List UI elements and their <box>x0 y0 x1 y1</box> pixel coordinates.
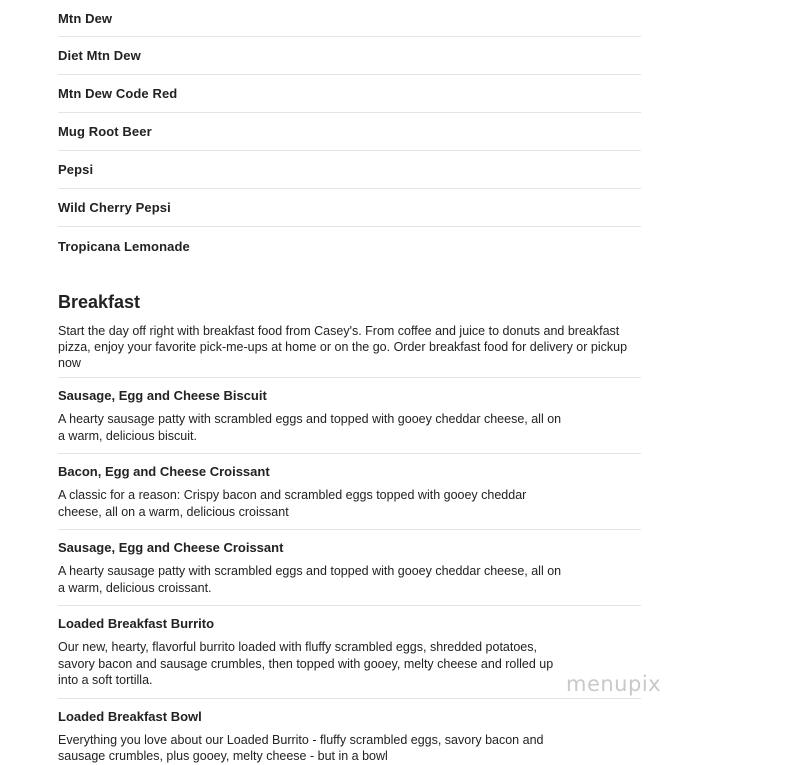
menu-item[interactable] <box>58 699 641 765</box>
menu-item[interactable] <box>58 606 641 699</box>
menu-item[interactable] <box>58 378 641 454</box>
list-item[interactable] <box>58 227 641 265</box>
watermark-logo: menupix <box>566 672 662 696</box>
list-item[interactable] <box>58 75 641 113</box>
menu-page <box>58 0 641 765</box>
section-description: Start the day off right with breakfast food from Casey's. From coffee and juice to donuts and breakfast pizza, enjoy your favorite pick-me-ups at home or on the go. Order breakfast food for delivery or pickup now <box>58 323 641 378</box>
list-item[interactable] <box>58 37 641 75</box>
drink-name: Wild Cherry Pepsi <box>58 200 171 215</box>
drink-name: Mtn Dew <box>58 10 113 26</box>
list-item[interactable] <box>58 0 641 37</box>
item-description: Everything you love about our Loaded Burrito - fluffy scrambled eggs, savory bacon and sausage crumbles, plus gooey, melty cheese - but in a bowl <box>58 732 544 763</box>
item-description: A classic for a reason: Crispy bacon and scrambled eggs topped with gooey cheddar cheese, all on a warm, delicious croissant <box>58 488 527 519</box>
item-description: Our new, hearty, flavorful burrito loaded with fluffy scrambled eggs, shredded potatoes, savory bacon and sausage crumbles, then topped with gooey, melty cheese and rolled up into a soft tortilla. <box>58 640 554 687</box>
list-item[interactable] <box>58 189 641 227</box>
item-name: Loaded Breakfast Burrito <box>58 616 215 631</box>
section-title: Breakfast <box>58 292 141 312</box>
breakfast-section <box>58 291 641 765</box>
drinks-list <box>58 0 641 265</box>
item-name: Bacon, Egg and Cheese Croissant <box>58 464 270 479</box>
menu-item[interactable] <box>58 530 641 606</box>
item-name: Sausage, Egg and Cheese Biscuit <box>58 388 267 403</box>
item-description: A hearty sausage patty with scrambled eggs and topped with gooey cheddar cheese, all on a warm, delicious biscuit. <box>58 412 562 443</box>
item-name: Sausage, Egg and Cheese Croissant <box>58 540 284 555</box>
drink-name: Mug Root Beer <box>58 124 152 139</box>
drink-name: Diet Mtn Dew <box>58 48 141 63</box>
list-item[interactable] <box>58 151 641 189</box>
menu-item[interactable] <box>58 454 641 530</box>
item-name: Loaded Breakfast Bowl <box>58 708 202 724</box>
list-item[interactable] <box>58 113 641 151</box>
drink-name: Pepsi <box>58 162 94 177</box>
item-description: A hearty sausage patty with scrambled eggs and topped with gooey cheddar cheese, all on a warm, delicious croissant. <box>58 564 562 595</box>
drink-name: Mtn Dew Code Red <box>58 86 178 101</box>
drink-name: Tropicana Lemonade <box>58 238 190 254</box>
